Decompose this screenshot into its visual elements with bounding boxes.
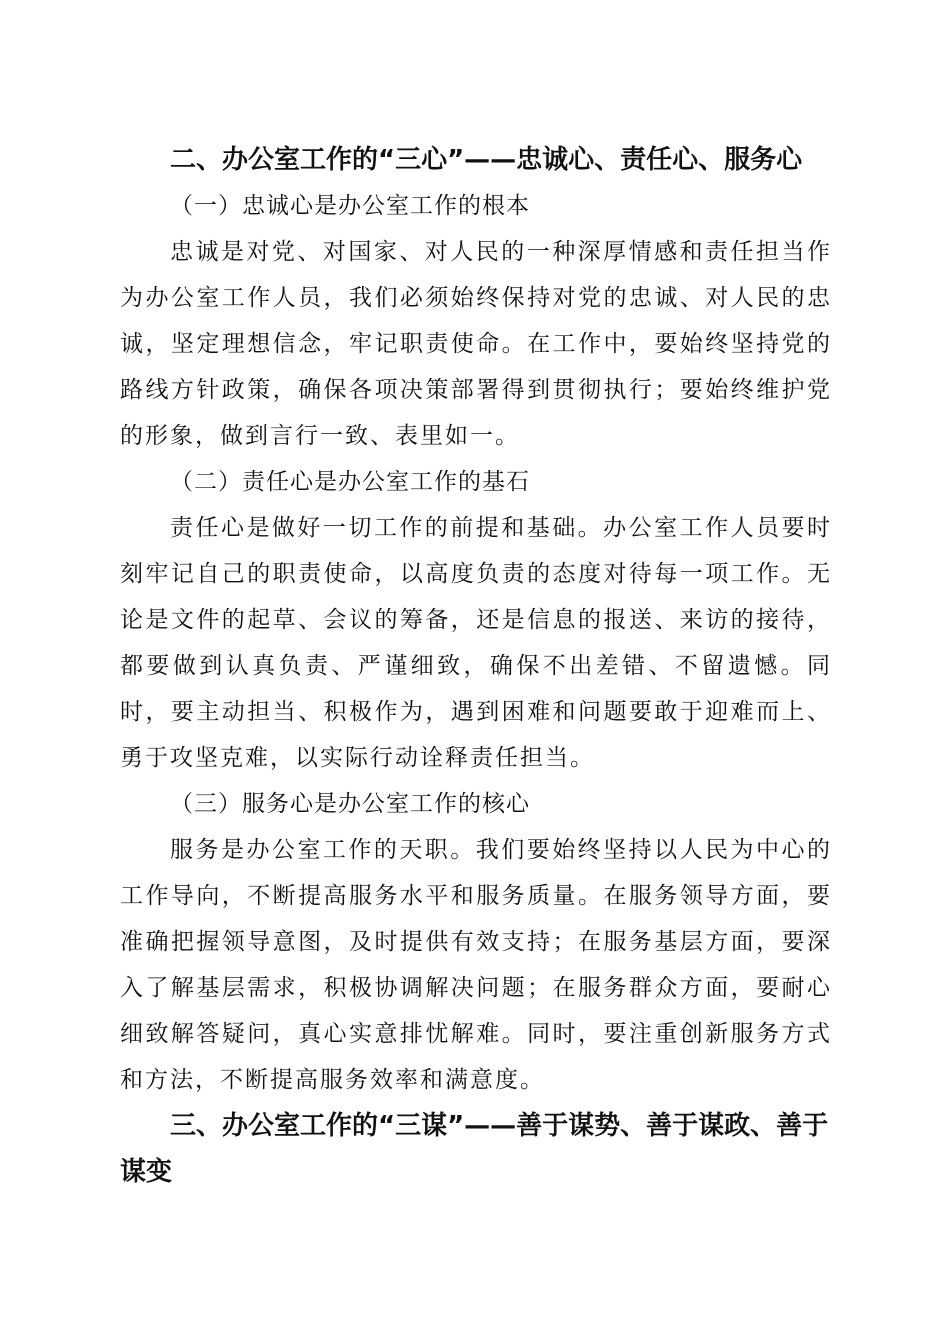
subsection-heading-service: （三）服务心是办公室工作的核心 — [170, 791, 530, 817]
section-heading-2: 二、办公室工作的“三心”——忠诚心、责任心、服务心 — [170, 145, 803, 175]
section-heading-3: 三、办公室工作的“三谋”——善于谋势、善于谋政、善于谋变 — [120, 1111, 829, 1187]
subsection-heading-responsibility: （二）责任心是办公室工作的基石 — [170, 469, 530, 495]
paragraph-loyalty: 忠诚是对党、对国家、对人民的一种深厚情感和责任担当作为办公室工作人员，我们必须始终保持对党的忠诚、对人民的忠诚，坚定理想信念，牢记职责使命。在工作中，要始终坚持党的路线方针政策，确保各项决策部署得到贯彻执行；要始终维护党的形象，做到言行一致、表里如一。 — [120, 239, 832, 449]
paragraph-service: 服务是办公室工作的天职。我们要始终坚持以人民为中心的工作导向，不断提高服务水平和服务质量。在服务领导方面，要准确把握领导意图，及时提供有效支持；在服务基层方面，要深入了解基层需求，积极协调解决问题；在服务群众方面，要耐心细致解答疑问，真心实意排忧解难。同时，要注重创新服务方式和方法，不断提高服务效率和满意度。 — [120, 837, 832, 1093]
subsection-heading-loyalty: （一）忠诚心是办公室工作的根本 — [170, 193, 530, 219]
paragraph-responsibility: 责任心是做好一切工作的前提和基础。办公室工作人员要时刻牢记自己的职责使命，以高度负责的态度对待每一项工作。无论是文件的起草、会议的筹备，还是信息的报送、来访的接待，都要做到认真负责、严谨细致，确保不出差错、不留遗憾。同时，要主动担当、积极作为，遇到困难和问题要敢于迎难而上、勇于攻坚克难，以实际行动诠释责任担当。 — [120, 515, 832, 771]
document-body — [120, 137, 832, 1195]
